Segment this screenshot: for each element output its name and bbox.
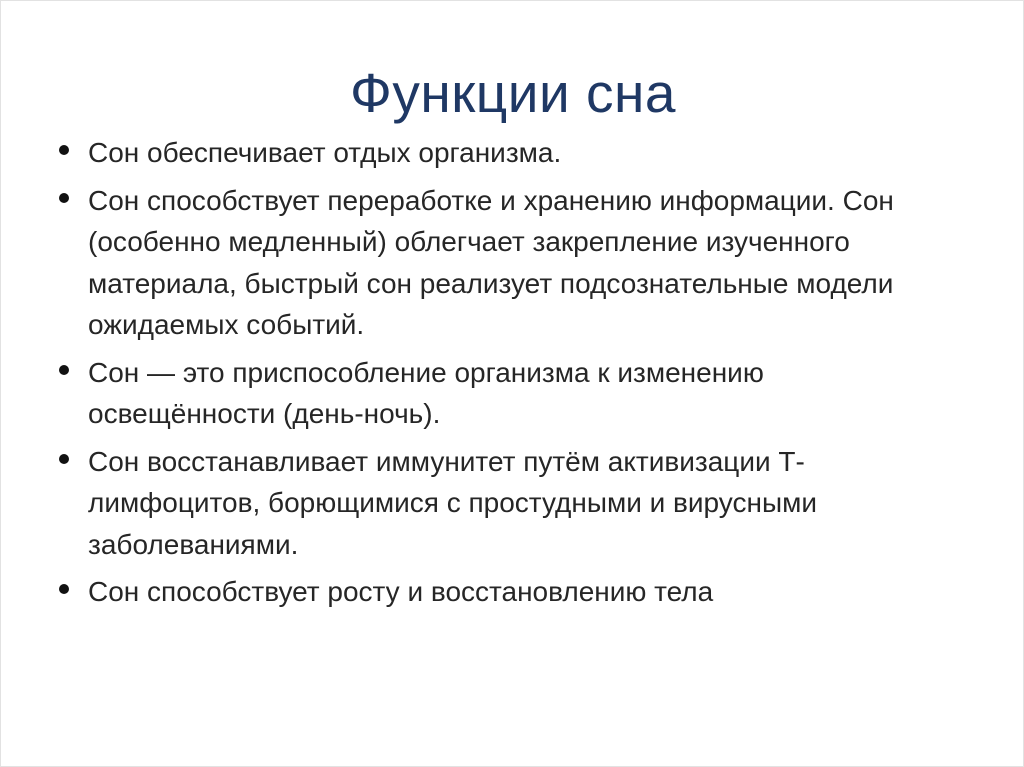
bullet-item — [57, 132, 957, 174]
bullet-item — [57, 352, 957, 435]
bullet-text: Сон обеспечивает отдых организма. — [88, 137, 562, 168]
bullet-dot-icon — [59, 193, 69, 203]
bullet-list — [57, 132, 957, 619]
bullet-text: Сон способствует переработке и хранению информации. Сон (особенно медленный) облегчает закрепление изученного материала, быстрый сон реализует подсознательные модели ожидаемых событий. — [88, 184, 894, 340]
bullet-dot-icon — [59, 145, 69, 155]
bullet-dot-icon — [59, 365, 69, 375]
bullet-item — [57, 441, 957, 566]
bullet-item — [57, 571, 957, 613]
bullet-dot-icon — [59, 584, 69, 594]
bullet-item — [57, 180, 957, 346]
slide-title: Функции сна — [350, 61, 676, 124]
bullet-text: Сон восстанавливает иммунитет путём активизации Т-лимфоцитов, борющимися с простудными и вирусными заболеваниями. — [88, 445, 817, 560]
bullet-dot-icon — [59, 454, 69, 464]
bullet-text: Сон — это приспособление организма к изменению освещённости (день-ночь). — [88, 356, 764, 429]
bullet-text: Сон способствует росту и восстановлению тела — [88, 576, 714, 607]
